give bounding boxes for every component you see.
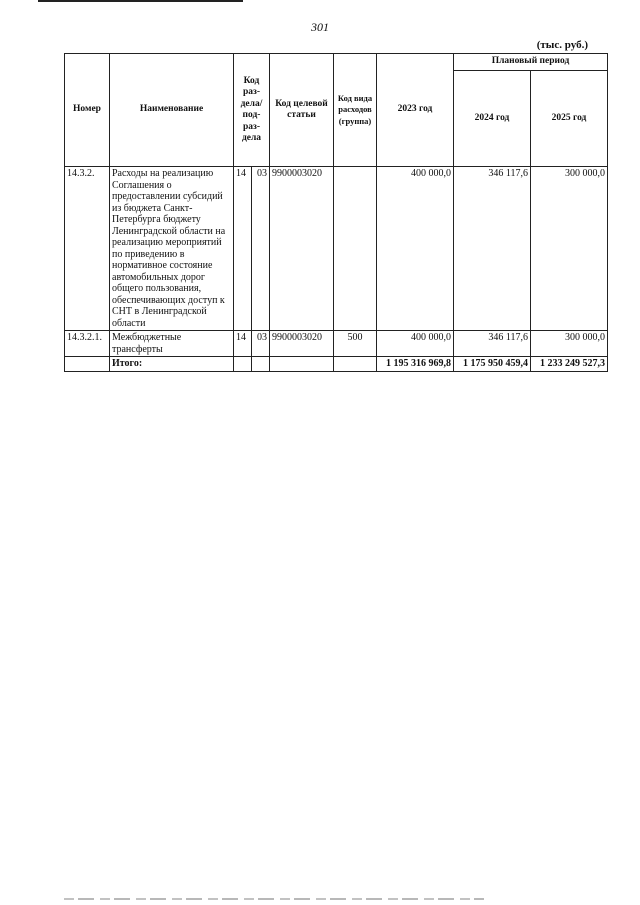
row-expense-type: 500 xyxy=(334,331,377,357)
total-empty-cell xyxy=(234,357,252,372)
row-value-2025: 300 000,0 xyxy=(531,167,608,331)
row-razdel: 14 xyxy=(234,331,252,357)
total-empty-cell xyxy=(270,357,334,372)
bottom-scan-artifact xyxy=(64,898,484,900)
row-podrazdel: 03 xyxy=(252,167,270,331)
row-razdel: 14 xyxy=(234,167,252,331)
row-number: 14.3.2.1. xyxy=(65,331,110,357)
row-value-2024: 346 117,6 xyxy=(454,167,531,331)
total-row xyxy=(65,357,608,372)
total-value-2023: 1 195 316 969,8 xyxy=(377,357,454,372)
header-name: Наименование xyxy=(110,54,234,167)
total-value-2024: 1 175 950 459,4 xyxy=(454,357,531,372)
page-number: 301 xyxy=(311,20,329,34)
row-target-code: 9900003020 xyxy=(270,167,334,331)
top-rule xyxy=(38,0,243,2)
row-expense-type xyxy=(334,167,377,331)
total-empty-cell xyxy=(252,357,270,372)
header-section-code: Код раз- дела/ под- раз- дела xyxy=(234,54,270,167)
header-target-code: Код целевой статьи xyxy=(270,54,334,167)
total-empty-cell xyxy=(334,357,377,372)
table-row xyxy=(65,167,608,331)
row-value-2025: 300 000,0 xyxy=(531,331,608,357)
header-plan-period: Плановый период xyxy=(454,54,608,71)
row-name: Межбюджетные трансферты xyxy=(110,331,234,357)
row-name: Расходы на реализацию Соглашения о предоставлении субсидий из бюджета Санкт-Петербурга бюджету Ленинградской области на реализацию мероприятий по приведению в нормативное состояние автомобильных дорог общего пользования, обеспечивающих доступ к СНТ в Ленинградской области xyxy=(110,167,234,331)
row-value-2023: 400 000,0 xyxy=(377,167,454,331)
row-number: 14.3.2. xyxy=(65,167,110,331)
table-row xyxy=(65,331,608,357)
units-label: (тыс. руб.) xyxy=(536,39,588,51)
total-label: Итого: xyxy=(110,357,234,372)
row-value-2023: 400 000,0 xyxy=(377,331,454,357)
total-number-cell xyxy=(65,357,110,372)
row-target-code: 9900003020 xyxy=(270,331,334,357)
budget-table xyxy=(64,53,608,372)
header-year-2024: 2024 год xyxy=(454,71,531,167)
header-number: Номер xyxy=(65,54,110,167)
header-year-2025: 2025 год xyxy=(531,71,608,167)
header-year-2023: 2023 год xyxy=(377,54,454,167)
row-podrazdel: 03 xyxy=(252,331,270,357)
header-expense-type-code: Код вида расходов (группа) xyxy=(334,54,377,167)
row-value-2024: 346 117,6 xyxy=(454,331,531,357)
total-value-2025: 1 233 249 527,3 xyxy=(531,357,608,372)
header-row xyxy=(65,54,608,71)
